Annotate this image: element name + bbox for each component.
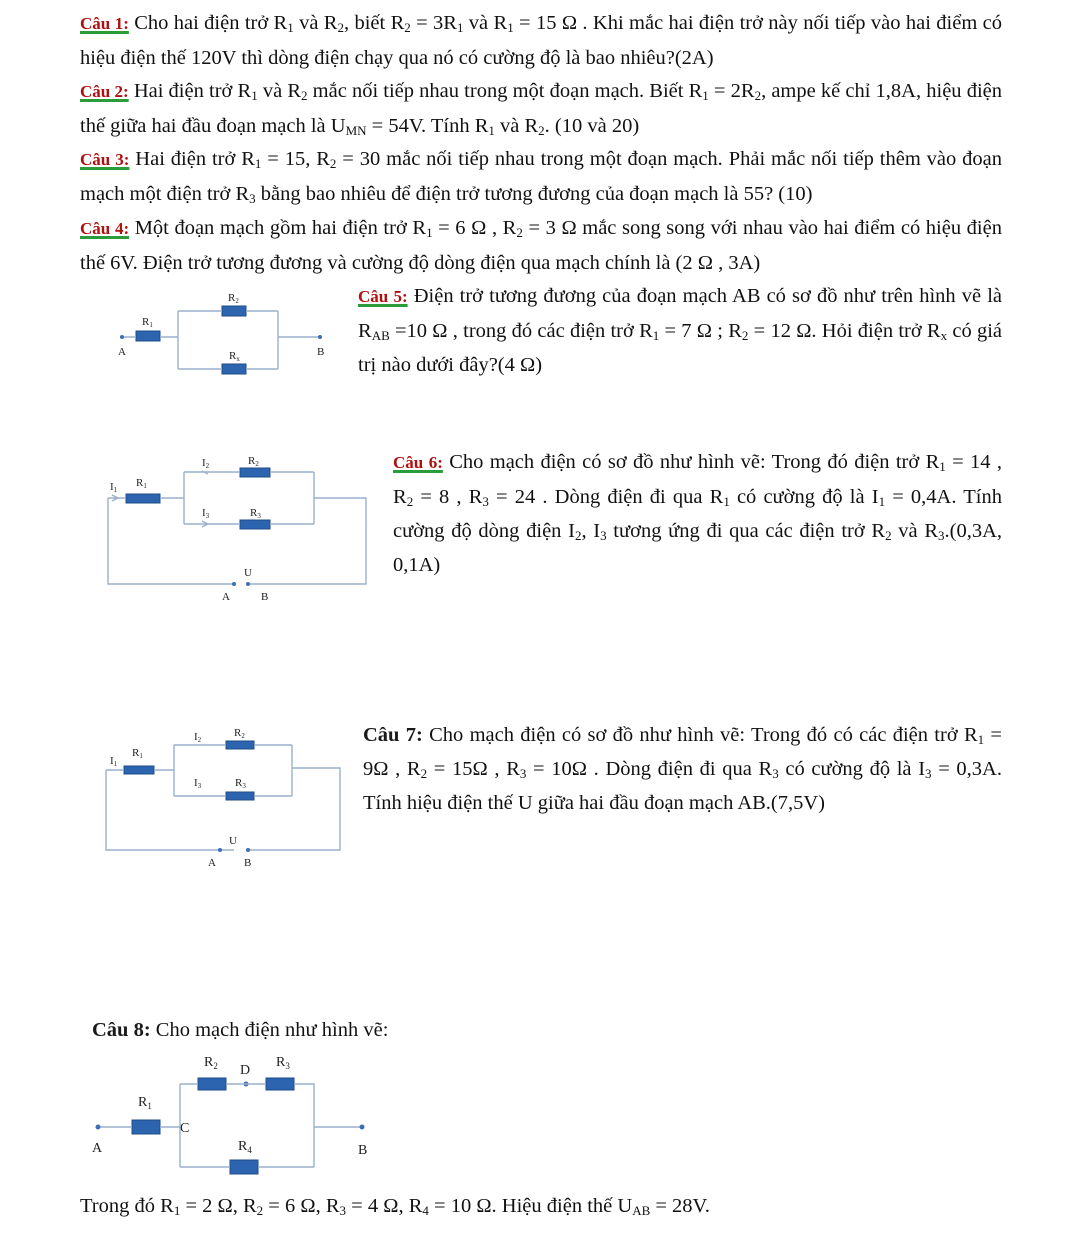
text: . (10 và 20)	[544, 115, 640, 137]
resistor-r1	[132, 1120, 160, 1134]
text: và R	[494, 115, 539, 137]
subscript: 2	[301, 88, 308, 103]
subscript: 2	[329, 156, 337, 171]
node-b	[246, 582, 250, 586]
subscript: 1	[723, 494, 730, 509]
text: Hai điện trở R	[129, 148, 255, 170]
label-r2: R2	[228, 292, 239, 305]
circuit-diagram-7	[100, 722, 360, 872]
question-5	[358, 279, 1002, 382]
text: tương ứng đi qua các điện trở R	[606, 520, 886, 542]
subscript: 2	[337, 20, 344, 35]
subscript: 1	[977, 732, 985, 747]
subscript: 3	[772, 766, 779, 781]
subscript: 1	[456, 20, 464, 35]
text: = 15 Ω . Khi mắc hai điện trở này nối tiếp vào hai điểm có hiệu điện thế 120V thì dòng điện chạy qua nó có cường độ là bao nhiêu?(2A)	[80, 12, 1002, 69]
question-5-label: Câu 5:	[358, 287, 408, 306]
question-1	[80, 6, 1002, 75]
subscript: 3	[925, 766, 932, 781]
label-i3: I3	[194, 777, 202, 790]
question-7	[363, 718, 1002, 820]
resistor-r2	[222, 306, 246, 316]
text: và R	[257, 80, 302, 102]
text: = 28V.	[650, 1195, 710, 1217]
text: = 7 Ω ; R	[659, 320, 742, 342]
subscript: 1	[426, 225, 433, 240]
subscript: 3	[249, 191, 256, 206]
label-i2: I2	[202, 457, 210, 470]
text: = 14 , R	[393, 451, 1003, 508]
text: , ampe kế chỉ 1,8A, hiệu điện thế giữa hai đầu đoạn mạch là U	[80, 80, 1002, 137]
text: = 10Ω . Dòng điện đi qua R	[526, 758, 773, 780]
text: = 30 mắc nối tiếp nhau trong một đoạn mạch. Phải mắc nối tiếp thêm vào đoạn mạch một điện trở R	[80, 148, 1002, 205]
question-8-given	[80, 1189, 1000, 1223]
label-b: B	[261, 591, 269, 603]
subscript: 3	[938, 528, 945, 543]
subscript: 4	[422, 1203, 429, 1218]
resistor-r3	[226, 792, 254, 800]
node-a	[120, 335, 124, 339]
label-r1: R1	[142, 316, 153, 329]
question-2	[80, 74, 1002, 143]
label-c: C	[180, 1121, 190, 1136]
label-u: U	[229, 835, 237, 847]
label-r1: R1	[136, 477, 147, 490]
question-8-label: Câu 8:	[92, 1019, 151, 1041]
subscript: 1	[488, 123, 495, 138]
subscript: 2	[256, 1203, 264, 1218]
question-7-label: Câu 7:	[363, 724, 423, 746]
text: có cường độ là I	[729, 486, 879, 508]
subscript: AB	[371, 328, 390, 343]
label-r3: R3	[235, 777, 246, 790]
subscript: 1	[652, 328, 660, 343]
node-b	[246, 848, 250, 852]
label-r3: $R_3$	[276, 1055, 290, 1071]
label-r3: R3	[250, 507, 261, 520]
subscript: 2	[574, 528, 582, 543]
label-r2: $R_2$	[204, 1055, 218, 1071]
text: = 10 Ω. Hiệu điện thế U	[428, 1195, 633, 1217]
label-b: B	[317, 346, 325, 358]
label-i2: I2	[194, 731, 202, 744]
text: = 2 Ω, R	[180, 1195, 257, 1217]
label-a: A	[118, 346, 126, 358]
resistor-r2	[240, 468, 270, 477]
text: Cho mạch điện có sơ đồ như hình vẽ: Trong đó có các điện trở R	[422, 724, 978, 746]
text: Điện trở tương đương của đoạn mạch AB có sơ đồ như trên hình vẽ là R	[358, 285, 1002, 342]
resistor-r1	[126, 494, 160, 503]
subscript: x	[940, 328, 948, 343]
subscript: 1	[702, 88, 709, 103]
text: Cho hai điện trở R	[128, 12, 288, 34]
label-i1: I1	[110, 481, 118, 494]
text: , biết R	[343, 12, 405, 34]
resistor-r3	[266, 1078, 294, 1090]
text: = 0,3A. Tính hiệu điện thế U giữa hai đầu đoạn mạch AB.(7,5V)	[363, 758, 1002, 814]
node-a	[232, 582, 236, 586]
label-a: A	[222, 591, 230, 603]
node-b	[318, 335, 322, 339]
label-u: U	[244, 567, 252, 579]
resistor-r2	[198, 1078, 226, 1090]
label-r2: R2	[234, 727, 245, 740]
node-a	[96, 1125, 101, 1130]
question-3-label: Câu 3:	[80, 150, 130, 169]
text: = 3R	[410, 12, 457, 34]
subscript: 3	[600, 528, 607, 543]
subscript: 3	[339, 1203, 347, 1218]
circuit-diagram-8	[86, 1050, 386, 1170]
text: Cho mạch điện có sơ đồ như hình vẽ: Trong đó điện trở R	[442, 451, 940, 473]
text: mắc nối tiếp nhau trong một đoạn mạch. Biết R	[307, 80, 703, 102]
text: bằng bao nhiêu để điện trở tương đương của đoạn mạch là 55? (10)	[255, 183, 813, 205]
label-i1: I1	[110, 755, 118, 768]
label-i3: I3	[202, 507, 210, 520]
subscript: 1	[507, 20, 514, 35]
resistor-r1	[124, 766, 154, 774]
circuit-diagram-6	[100, 448, 380, 608]
subscript: 1	[254, 156, 262, 171]
label-a: A	[208, 857, 216, 869]
question-6	[393, 445, 1002, 582]
text: và R	[891, 520, 939, 542]
label-b: B	[358, 1143, 368, 1158]
text: = 15Ω , R	[427, 758, 520, 780]
subscript: 2	[538, 123, 545, 138]
label-rx: Rx	[229, 350, 240, 363]
text: Một đoạn mạch gồm hai điện trở R	[129, 217, 427, 239]
text: = 6 Ω , R	[432, 217, 517, 239]
text: , I	[581, 520, 601, 542]
subscript: 2	[406, 494, 414, 509]
question-8	[92, 1013, 992, 1047]
text: = 2R	[708, 80, 755, 102]
question-3	[80, 142, 1002, 211]
text: Trong đó R	[80, 1195, 174, 1217]
text: có cường độ là I	[778, 758, 926, 780]
subscript: 1	[939, 459, 946, 474]
subscript: 2	[741, 328, 749, 343]
text: Cho mạch điện như hình vẽ:	[150, 1019, 389, 1041]
resistor-r3	[240, 520, 270, 529]
node-b	[360, 1125, 365, 1130]
label-r4: $R_4$	[238, 1139, 252, 1155]
subscript: AB	[632, 1203, 651, 1218]
text: = 4 Ω, R	[346, 1195, 423, 1217]
text: =10 Ω , trong đó các điện trở R	[389, 320, 653, 342]
label-r1: $R_1$	[138, 1095, 152, 1111]
text: = 24 . Dòng điện đi qua R	[488, 486, 724, 508]
label-r2: R2	[248, 455, 259, 468]
question-2-label: Câu 2:	[80, 82, 129, 101]
question-4-label: Câu 4:	[80, 219, 130, 238]
text: = 12 Ω. Hỏi điện trở R	[748, 320, 941, 342]
circuit-wires	[106, 745, 340, 850]
label-a: A	[92, 1141, 103, 1156]
subscript: 2	[516, 225, 523, 240]
circuit-diagram-5	[112, 285, 352, 385]
question-1-label: Câu 1:	[80, 14, 129, 33]
subscript: 1	[878, 494, 886, 509]
subscript: 1	[287, 20, 294, 35]
text: = 15, R	[261, 148, 330, 170]
subscript: 1	[251, 88, 258, 103]
text: = 8 , R	[413, 486, 483, 508]
subscript: 3	[519, 766, 527, 781]
text: Hai điện trở R	[128, 80, 252, 102]
subscript: 2	[420, 766, 428, 781]
text: = 9Ω , R	[363, 724, 1002, 780]
text: và R	[463, 12, 508, 34]
question-4	[80, 211, 1002, 280]
label-b: B	[244, 857, 252, 869]
text: và R	[293, 12, 338, 34]
resistor-r4	[230, 1160, 258, 1174]
text: = 6 Ω, R	[263, 1195, 340, 1217]
text: = 3 Ω mắc song song với nhau vào hai điểm có hiệu điện thế 6V. Điện trở tương đương và cường độ dòng điện qua mạch chính là (2 Ω , 3A)	[80, 217, 1002, 274]
text: = 54V. Tính R	[366, 115, 489, 137]
text: .(0,3A, 0,1A)	[393, 520, 1003, 576]
subscript: 1	[173, 1203, 181, 1218]
subscript: 2	[404, 20, 411, 35]
text: = 0,4A. Tính cường độ dòng điện I	[393, 486, 1002, 542]
subscript: 3	[482, 494, 489, 509]
node-a	[218, 848, 222, 852]
subscript: MN	[345, 123, 367, 138]
resistor-rx	[222, 364, 246, 374]
subscript: 2	[754, 88, 762, 103]
subscript: 2	[885, 528, 892, 543]
label-r1: R1	[132, 747, 143, 760]
label-d: D	[240, 1063, 251, 1078]
resistor-r2	[226, 741, 254, 749]
question-6-label: Câu 6:	[393, 453, 443, 472]
text: có giá trị nào dưới đây?(4 Ω)	[358, 320, 1002, 376]
resistor-r1	[136, 331, 160, 341]
